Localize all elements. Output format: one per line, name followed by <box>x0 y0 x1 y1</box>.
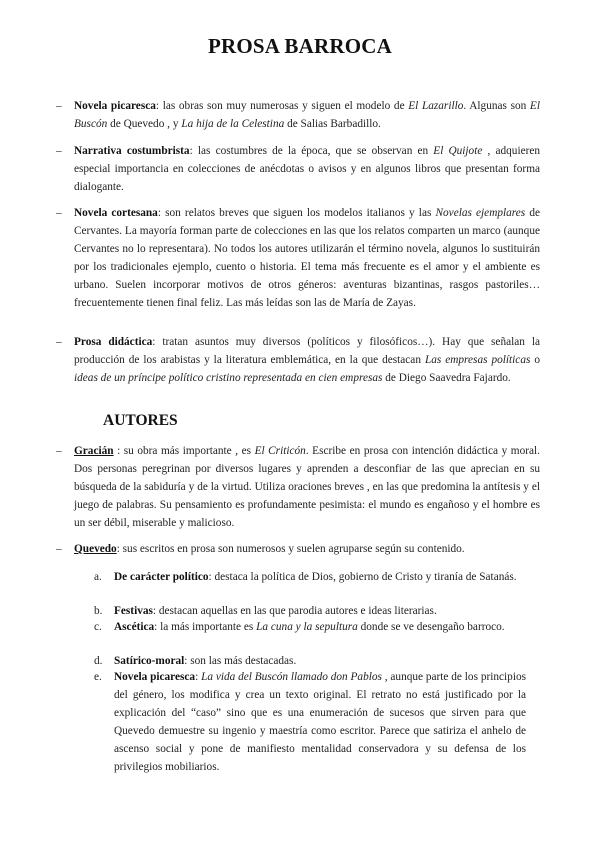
work-title: El Buscón <box>74 100 540 130</box>
item-text-part: o <box>530 354 540 366</box>
item-text <box>74 540 540 558</box>
sub-item-letter: d. <box>94 655 103 667</box>
item-text-part: : destaca la política de Dios, gobierno de Cristo y tiranía de Satanás. <box>208 571 517 583</box>
list-item-prosa-didactica <box>56 333 540 387</box>
sub-item-letter: b. <box>94 605 103 617</box>
sub-item-term: Festivas <box>114 605 153 617</box>
item-text-part: de Diego Saavedra Fajardo. <box>382 372 511 384</box>
work-title: La vida del Buscón llamado don Pablos <box>201 671 382 683</box>
item-text-part: : las costumbres de la época, que se observan en <box>189 145 434 157</box>
sub-item-term: Ascética <box>114 621 155 633</box>
work-title: El Quijote <box>433 145 483 157</box>
item-text-part: . Escribe en prosa con intención didáctica y moral. Dos personas peregrinan por diversos lugares y aprenden a desconfiar de las que aprecian en su búsqueda de la sabiduría y de la virtud. Utiliza oraciones breves , en las que predomina la antítesis y el juego de palabras. Su pensamiento es profundamente pesimista: el mundo es engañoso y el hombre es un ser débil, miserable y malicioso. <box>74 445 540 529</box>
list-item-novela-picaresca <box>56 97 540 133</box>
item-text-part: : son relatos breves que siguen los modelos italianos y las <box>157 207 436 219</box>
work-title: Las empresas políticas <box>424 354 531 366</box>
item-text-part: : son las más destacadas. <box>184 655 297 667</box>
work-title: El Lazarillo <box>408 100 464 112</box>
item-text-part: : las obras son muy numerosas y siguen el modelo de <box>155 100 409 112</box>
sub-item-a <box>94 568 526 586</box>
sub-item-term: Novela picaresca <box>114 671 196 683</box>
sub-item-letter: a. <box>94 571 102 583</box>
list-item-narrativa-costumbrista <box>56 142 541 196</box>
list-item-novela-cortesana <box>56 204 540 312</box>
work-title: Novelas ejemplares <box>435 207 526 219</box>
item-text-part: : tratan asuntos muy diversos (políticos y filosóficos…). Hay que señalan la producción de los arabistas y la literatura emblemática, en la que destacan <box>74 336 540 366</box>
section-title-autores: AUTORES <box>103 412 178 429</box>
sub-item-text <box>114 568 526 586</box>
item-term: Narrativa costumbrista <box>74 145 190 157</box>
item-text-part: de Quevedo , y <box>107 118 182 130</box>
bullet-dash: – <box>56 543 62 555</box>
work-title: La cuna y la sepultura <box>256 621 358 633</box>
author-gracian <box>56 442 540 532</box>
item-text-part: de Salias Barbadillo. <box>284 118 381 130</box>
author-quevedo <box>56 540 540 558</box>
sub-item-term: De carácter político <box>114 571 209 583</box>
sub-item-term: Satírico-moral <box>114 655 185 667</box>
item-text <box>74 204 540 312</box>
author-name: Gracián <box>74 445 114 457</box>
sub-item-letter: c. <box>94 621 102 633</box>
work-title: ideas de un príncipe político cristino representada en cien empresas <box>74 372 383 384</box>
item-text-part: de Cervantes. La mayoría forman parte de colecciones en las que los relatos comparten un marco (aunque Cervantes no lo representara). No todos los autores utilizarán el término novela, algunos lo sustituirán por los tradicionales ejemplo, cuento o historia. El tema más frecuente es el amor y el ambiente es urbano. Suelen incorporar motivos de otros géneros: aventuras bizantinas, rasgos pastoriles… frecuentemente tienen final feliz. Las más leídas son las de María de Zayas. <box>74 207 540 309</box>
item-term: Novela cortesana <box>74 207 158 219</box>
item-text <box>74 97 540 133</box>
work-title: El Criticón <box>254 445 306 457</box>
page-title: PROSA BARROCA <box>207 34 393 58</box>
sub-item-text <box>114 618 526 636</box>
item-text-part: : su obra más importante , es <box>113 445 255 457</box>
item-term: Novela picaresca <box>74 100 156 112</box>
work-title: La hija de la Celestina <box>181 118 285 130</box>
bullet-dash: – <box>56 145 62 157</box>
item-text-part: : <box>195 671 202 683</box>
item-text-part: donde se ve desengaño barroco. <box>357 621 505 633</box>
item-text-part: : sus escritos en prosa son numerosos y suelen agruparse según su contenido. <box>116 543 465 555</box>
bullet-dash: – <box>56 207 62 219</box>
item-text <box>74 142 540 196</box>
bullet-dash: – <box>56 100 62 112</box>
item-text-part: : destacan aquellas en las que parodia autores e ideas literarias. <box>152 605 437 617</box>
item-text <box>74 442 540 532</box>
sub-item-text <box>114 668 526 776</box>
item-term: Prosa didáctica <box>74 336 153 348</box>
author-name: Quevedo <box>74 543 117 555</box>
bullet-dash: – <box>56 336 62 348</box>
sub-item-c <box>94 618 526 636</box>
item-text-part: : la más importante es <box>154 621 257 633</box>
sub-item-e <box>94 668 526 776</box>
item-text <box>74 333 540 387</box>
sub-item-letter: e. <box>94 671 102 683</box>
item-text-part: . Algunas son <box>463 100 530 112</box>
item-text-part: , adquieren especial importancia en colecciones de anécdotas o avisos y en algunos libros que presentan forma dialogante. <box>74 145 541 193</box>
item-text-part: , aunque parte de los principios del género, los modifica y crea un texto original. El retrato no está justificado por la explicación del “caso” sino que es una enumeración de sucesos que sirven para que Quevedo demuestre su ingenio y maestría como escritor. Parece que satiriza el anhelo de ascenso social y pone de manifiesto mentalidad conservadora y su defensa de los privilegios mobiliarios. <box>114 671 526 773</box>
bullet-dash: – <box>56 445 62 457</box>
